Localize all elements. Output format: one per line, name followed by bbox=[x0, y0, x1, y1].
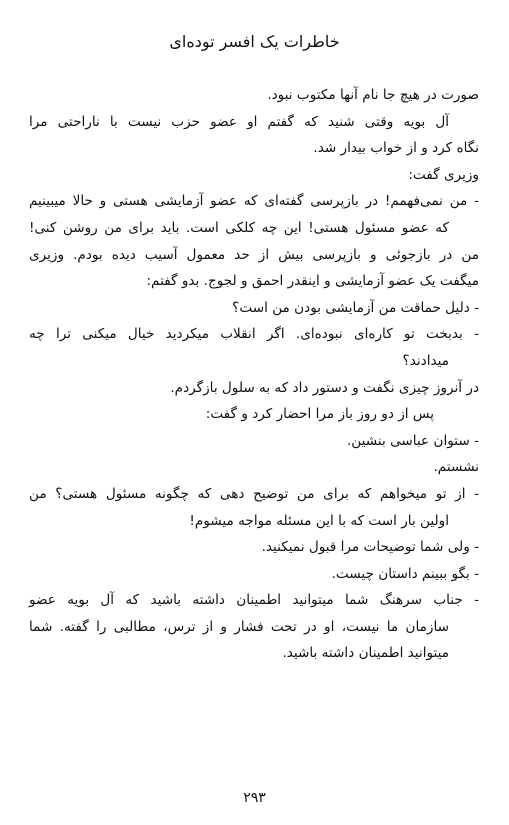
text-line: - بدبخت تو کاره‌ای نبوده‌ای. اگر انقلاب میکردید خیال میکنی ترا چه bbox=[29, 326, 479, 343]
text-line: - بگو ببینم داستان چیست. bbox=[331, 565, 479, 582]
text-line: میتوانید اطمینان داشته باشید. bbox=[282, 645, 449, 662]
text-line: نشستم. bbox=[433, 459, 479, 476]
text-line: - ولی شما توضیحات مرا قبول نمیکنید. bbox=[261, 539, 479, 556]
text-line: - من نمی‌فهمم! در بازپرسی گفته‌ای که عضو آزمایشی هستی و حالا میبینیم bbox=[29, 193, 479, 210]
text-line: - جناب سرهنگ شما میتوانید اطمینان داشته باشید که آل بویه عضو bbox=[29, 592, 479, 609]
text-line: - ستوان عباسی بنشین. bbox=[346, 432, 479, 449]
page-number: ۲۹۳ bbox=[243, 790, 266, 806]
text-line: پس از دو روز باز مرا احضار کرد و گفت: bbox=[205, 406, 434, 423]
text-line: نگاه کرد و از خواب بیدار شد. bbox=[313, 140, 479, 157]
text-line: اولین بار است که با این مسئله مواجه میشوم! bbox=[189, 512, 449, 529]
text-line: من در بازجوئی و بازپرسی بیش از حد معمول آسیب دیده بودم. وزیری bbox=[29, 246, 479, 263]
text-line: - دلیل حماقت من آزمایشی بودن من است؟ bbox=[232, 299, 479, 316]
text-line: - از تو میخواهم که برای من توضیح دهی که چگونه مسئول هستی؟ من bbox=[29, 485, 479, 502]
text-line: وزیری گفت: bbox=[408, 166, 479, 183]
text-line: میدادند؟ bbox=[402, 352, 449, 369]
text-line: صورت در هیچ جا نام آنها مکتوب نبود. bbox=[267, 87, 479, 103]
text-line: آل بویه وقتی شنید که گفتم او عضو حزب نیست با ناراحتی مرا bbox=[29, 113, 449, 130]
text-line: که عضو مسئول هستی! این چه کلکی است. باید برای من روشن کنی! bbox=[29, 219, 449, 236]
body-text bbox=[29, 82, 479, 667]
text-line: میگفت یک عضو آزمایشی و اینقدر احمق و لجوج. بدو گفتم: bbox=[146, 273, 479, 290]
running-header: خاطرات یک افسر توده‌ای bbox=[169, 32, 340, 51]
text-line: سازمان ما نیست، او در تحت فشار و از ترس، مطالبی را گفته. شما bbox=[29, 618, 449, 635]
text-line: در آنروز چیزی نگفت و دستور داد که به سلول بازگردم. bbox=[170, 379, 479, 396]
